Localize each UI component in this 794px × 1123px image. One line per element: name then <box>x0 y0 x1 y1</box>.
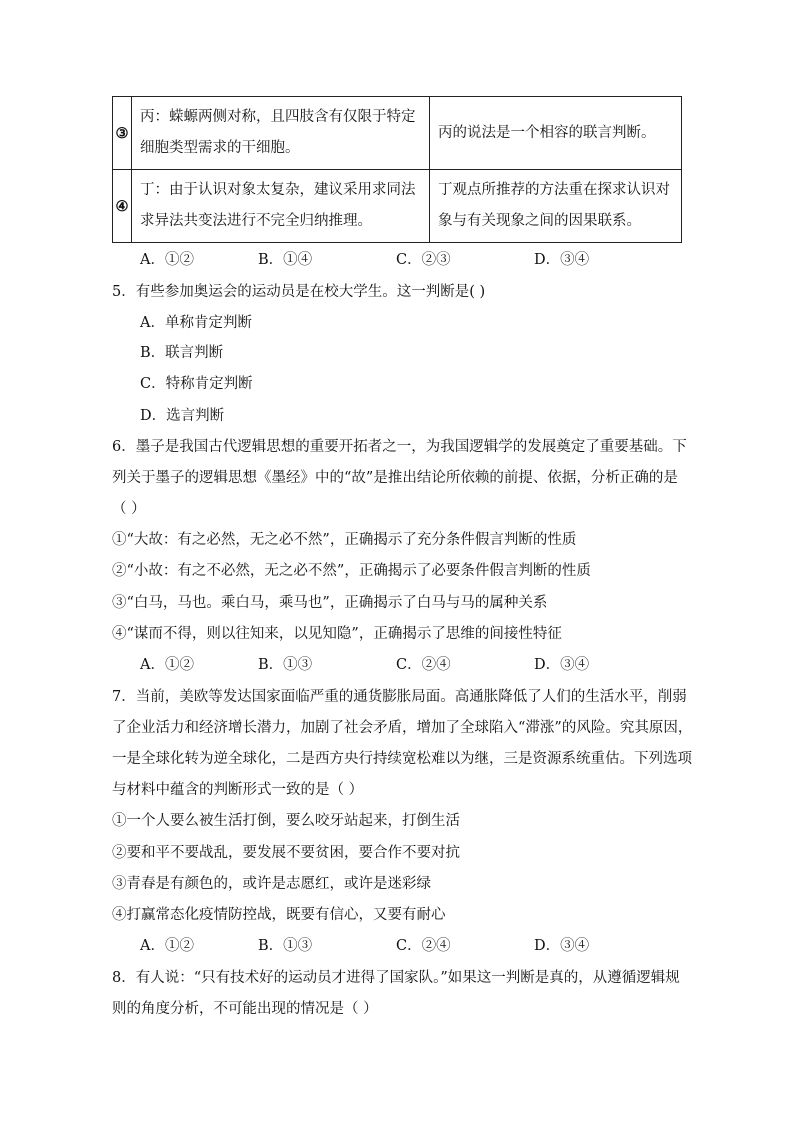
q8-stem-line: 8．有人说：“只有技术好的运动员才进得了国家队。”如果这一判断是真的，从遵循逻辑规 <box>112 970 680 986</box>
choice-b[interactable]: B．①③ <box>258 938 313 954</box>
q7-stem-line: 了企业活力和经济增长潜力，加剧了社会矛盾，增加了全球陷入“滞涨”的风险。究其原因， <box>112 720 693 736</box>
q7-stem-line: 与材料中蕴含的判断形式一致的是（ ） <box>112 782 364 798</box>
q7-item: ④打赢常态化疫情防控战，既要有信心，又要有耐心 <box>112 907 446 923</box>
q6-item: ②“小故：有之不必然，无之必不然”，正确揭示了必要条件假言判断的性质 <box>112 563 591 579</box>
choice-d[interactable]: D．③④ <box>534 938 590 954</box>
row-number: ④ <box>113 170 132 243</box>
q6-item: ①“大故：有之必然，无之必不然”，正确揭示了充分条件假言判断的性质 <box>112 532 577 548</box>
choice-d[interactable]: D．③④ <box>534 252 590 268</box>
choice-c[interactable]: C．②④ <box>396 657 451 673</box>
judgement-cell: 丙的说法是一个相容的联言判断。 <box>430 97 682 170</box>
choice-c[interactable]: C．②③ <box>396 252 451 268</box>
judgement-cell: 丁观点所推荐的方法重在探求认识对象与有关现象之间的因果联系。 <box>430 170 682 243</box>
q6-item: ④“谋而不得，则以往知来，以见知隐”，正确揭示了思维的间接性特征 <box>112 626 562 642</box>
q8-stem-line: 则的角度分析，不可能出现的情况是（ ） <box>112 1001 378 1017</box>
choice-c[interactable]: C．②④ <box>396 938 451 954</box>
options-table <box>112 96 682 243</box>
q5-option-c[interactable]: C．特称肯定判断 <box>140 376 253 392</box>
q6-stem-line: 6．墨子是我国古代逻辑思想的重要开拓者之一，为我国逻辑学的发展奠定了重要基础。下 <box>112 439 687 455</box>
q7-item: ①一个人要么被生活打倒，要么咬牙站起来，打倒生活 <box>112 813 460 829</box>
row-number: ③ <box>113 97 132 170</box>
q7-stem-line: 7．当前，美欧等发达国家面临严重的通货膨胀局面。高通胀降低了人们的生活水平，削弱 <box>112 689 687 705</box>
q5-option-a[interactable]: A．单称肯定判断 <box>140 315 252 331</box>
q6-stem-line: 列关于墨子的逻辑思想《墨经》中的“故”是推出结论所依赖的前提、依据，分析正确的是 <box>112 470 678 486</box>
claim-cell: 丁：由于认识对象太复杂，建议采用求同法求异法共变法进行不完全归纳推理。 <box>132 170 430 243</box>
q6-item: ③“白马，马也。乘白马，乘马也”，正确揭示了白马与马的属种关系 <box>112 595 548 611</box>
q6-stem-line: （ ） <box>112 501 146 517</box>
q5-stem: 5．有些参加奥运会的运动员是在校大学生。这一判断是( ) <box>112 284 486 300</box>
choice-d[interactable]: D．③④ <box>534 657 590 673</box>
table-row <box>113 97 682 170</box>
choice-b[interactable]: B．①③ <box>258 657 313 673</box>
table-row <box>113 170 682 243</box>
q7-item: ③青春是有颜色的，或许是志愿红，或许是迷彩绿 <box>112 876 431 892</box>
choice-a[interactable]: A．①② <box>140 938 194 954</box>
choice-b[interactable]: B．①④ <box>258 252 313 268</box>
q5-option-b[interactable]: B．联言判断 <box>140 345 224 361</box>
choice-a[interactable]: A．①② <box>140 252 194 268</box>
q7-item: ②要和平不要战乱，要发展不要贫困，要合作不要对抗 <box>112 845 460 861</box>
q7-stem-line: 一是全球化转为逆全球化，二是西方央行持续宽松难以为继，三是资源系统重估。下列选项 <box>112 751 692 767</box>
claim-cell: 丙：蝾螈两侧对称，且四肢含有仅限于特定细胞类型需求的干细胞。 <box>132 97 430 170</box>
choice-a[interactable]: A．①② <box>140 657 194 673</box>
q5-option-d[interactable]: D．选言判断 <box>140 408 225 424</box>
